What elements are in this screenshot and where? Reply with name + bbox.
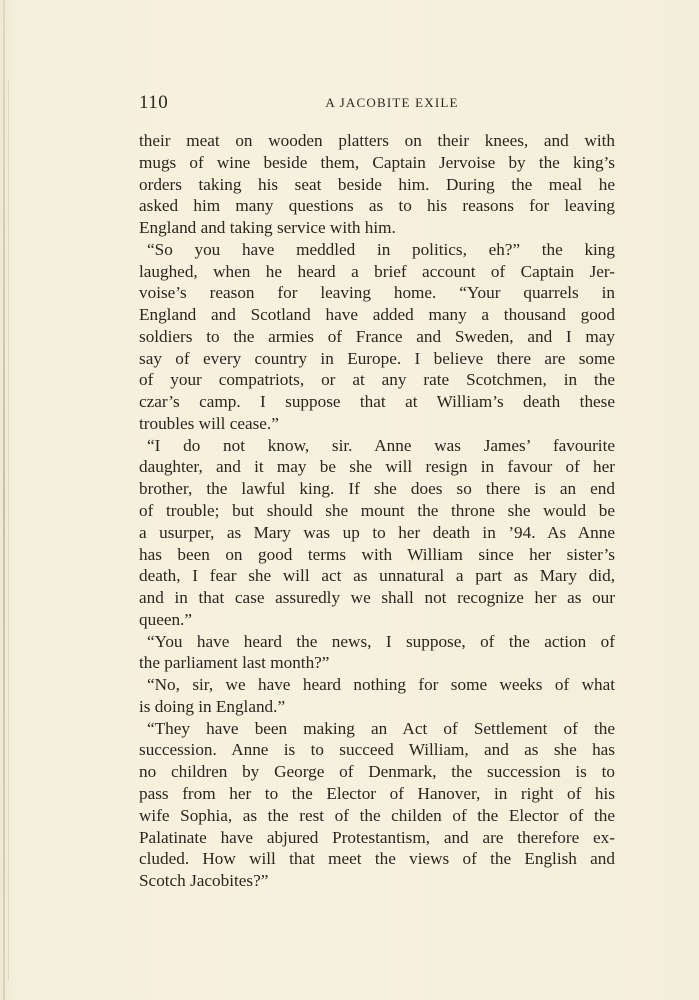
page-edge-line [8, 80, 9, 980]
text-line: is doing in England.” [139, 696, 286, 716]
text-line: mugs of wine beside them, Captain Jervoise by the king’s [139, 152, 615, 172]
text-line: has been on good terms with William since her sister’s [139, 544, 615, 564]
text-line: pass from her to the Elector of Hanover, in right of his [139, 783, 615, 803]
text-line: “No, sir, we have heard nothing for some weeks of what [147, 675, 615, 695]
page-header [139, 92, 615, 116]
text-line: “So you have meddled in politics, eh?” the king [147, 239, 615, 259]
text-line: no children by George of Denmark, the succession is to [139, 762, 615, 782]
text-line: daughter, and it may be she will resign in favour of her [139, 457, 615, 477]
text-line: England and taking service with him. [139, 218, 396, 238]
text-line: a usurper, as Mary was up to her death in ’94. As Anne [139, 522, 615, 542]
text-line: “I do not know, sir. Anne was James’ favourite [147, 435, 615, 455]
text-line: and in that case assuredly we shall not recognize her as our [139, 588, 615, 608]
page-number: 110 [139, 92, 169, 113]
text-line: wife Sophia, as the rest of the childen of the Elector of the [139, 805, 615, 825]
page-edge-shadow [3, 0, 5, 1000]
text-line: their meat on wooden platters on their knees, and with [139, 131, 615, 150]
text-line: say of every country in Europe. I believe there are some [139, 348, 615, 368]
text-line: Palatinate have abjured Protestantism, and are therefore ex- [139, 827, 615, 847]
text-line: “You have heard the news, I suppose, of the action of [147, 631, 615, 651]
body-text [139, 130, 615, 892]
text-line: England and Scotland have added many a thousand good [139, 305, 615, 325]
text-line: death, I fear she will act as unnatural a part as Mary did, [139, 566, 615, 586]
text-line: of your compatriots, or at any rate Scotchmen, in the [139, 370, 615, 390]
text-line: laughed, when he heard a brief account of Captain Jer- [139, 261, 615, 281]
text-line: succession. Anne is to succeed William, and as she has [139, 740, 615, 760]
text-line: Scotch Jacobites?” [139, 871, 269, 891]
text-line: orders taking his seat beside him. During the meal he [139, 174, 615, 194]
text-line: voise’s reason for leaving home. “Your quarrels in [139, 283, 615, 303]
text-line: asked him many questions as to his reasons for leaving [139, 196, 615, 216]
text-line: cluded. How will that meet the views of the English and [139, 849, 615, 869]
text-line: brother, the lawful king. If she does so there is an end [139, 479, 615, 499]
text-line: queen.” [139, 609, 192, 629]
text-line: soldiers to the armies of France and Sweden, and I may [139, 326, 615, 346]
text-line: the parliament last month?” [139, 653, 330, 673]
text-line: czar’s camp. I suppose that at William’s death these [139, 392, 615, 412]
running-head: A JACOBITE EXILE [325, 95, 459, 110]
text-line: of trouble; but should she mount the throne she would be [139, 501, 615, 521]
text-line: troubles will cease.” [139, 413, 279, 433]
text-line: “They have been making an Act of Settlement of the [147, 718, 615, 738]
